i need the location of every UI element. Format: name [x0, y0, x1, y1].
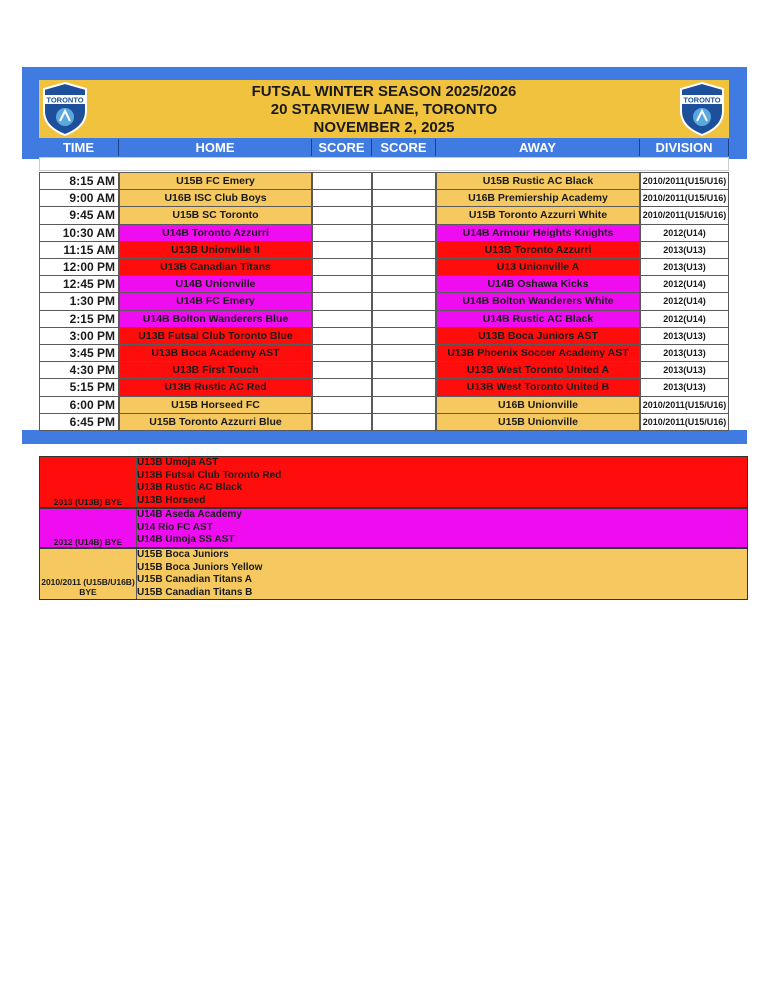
bye-label: 2010/2011 (U15B/U16B) BYE [41, 577, 135, 597]
division-cell: 2013(U13) [640, 241, 729, 259]
away-team-cell: U14B Bolton Wanderers White [436, 292, 640, 310]
home-team-cell: U13B Rustic AC Red [119, 378, 312, 396]
time-cell: 11:15 AM [39, 241, 119, 259]
time-cell: 3:00 PM [39, 327, 119, 345]
schedule-sheet [22, 67, 747, 600]
time-cell: 12:45 PM [39, 275, 119, 293]
away-team-cell: U15B Rustic AC Black [436, 172, 640, 190]
time-cell: 4:30 PM [39, 361, 119, 379]
bye-team: U15B Boca Juniors [137, 549, 229, 560]
division-cell: 2012(U14) [640, 310, 729, 328]
away-team-cell: U16B Premiership Academy [436, 189, 640, 207]
home-score-cell [312, 361, 372, 379]
spacer-row [39, 157, 729, 171]
time-cell: 3:45 PM [39, 344, 119, 362]
home-score-cell [312, 172, 372, 190]
home-score-cell [312, 344, 372, 362]
away-team-cell: U14B Oshawa Kicks [436, 275, 640, 293]
time-cell: 6:45 PM [39, 413, 119, 431]
home-score-cell [312, 189, 372, 207]
bye-group [39, 548, 748, 600]
home-team-cell: U13B Unionville II [119, 241, 312, 259]
title-banner [39, 80, 729, 138]
division-cell: 2013(U13) [640, 258, 729, 276]
away-score-cell [372, 292, 436, 310]
bye-team: U13B Futsal Club Toronto Red [137, 469, 282, 481]
away-score-cell [372, 258, 436, 276]
home-score-cell [312, 327, 372, 345]
event-title: FUTSAL WINTER SEASON 2025/2026 [251, 83, 517, 100]
column-header-time: TIME [39, 139, 119, 156]
away-team-cell: U16B Unionville [436, 396, 640, 414]
away-score-cell [372, 327, 436, 345]
division-cell: 2010/2011(U15/U16) [640, 172, 729, 190]
away-team-cell: U14B Rustic AC Black [436, 310, 640, 328]
toronto-logo-left [42, 81, 88, 137]
division-cell: 2010/2011(U15/U16) [640, 396, 729, 414]
division-cell: 2012(U14) [640, 224, 729, 242]
toronto-logo-right [679, 81, 725, 137]
away-team-cell: U15B Toronto Azzurri White [436, 206, 640, 224]
event-date: NOVEMBER 2, 2025 [313, 119, 455, 136]
time-cell: 10:30 AM [39, 224, 119, 242]
bye-team: U13B Umoja AST [137, 457, 219, 468]
home-score-cell [312, 310, 372, 328]
bye-team: U14B Aseda Academy [137, 509, 242, 520]
bye-team: U13B Horseed [137, 494, 206, 506]
home-team-cell: U13B Futsal Club Toronto Blue [119, 327, 312, 345]
footer-band [22, 430, 747, 444]
division-cell: 2013(U13) [640, 344, 729, 362]
away-team-cell: U15B Unionville [436, 413, 640, 431]
bye-team: U15B Canadian Titans B [137, 586, 253, 598]
home-score-cell [312, 224, 372, 242]
home-score-cell [312, 275, 372, 293]
time-cell: 5:15 PM [39, 378, 119, 396]
bye-team-list [137, 457, 281, 507]
away-score-cell [372, 396, 436, 414]
bye-group [39, 456, 748, 508]
away-score-cell [372, 344, 436, 362]
bye-team: U14B Umoja SS AST [137, 534, 235, 545]
away-team-cell: U13B Toronto Azzurri [436, 241, 640, 259]
division-cell: 2010/2011(U15/U16) [640, 189, 729, 207]
time-cell: 6:00 PM [39, 396, 119, 414]
bye-team-list [137, 509, 242, 547]
column-header-score-away: SCORE [372, 139, 436, 156]
division-cell: 2010/2011(U15/U16) [640, 413, 729, 431]
division-cell: 2013(U13) [640, 361, 729, 379]
bye-team-list [137, 549, 262, 599]
home-score-cell [312, 413, 372, 431]
away-score-cell [372, 206, 436, 224]
home-score-cell [312, 241, 372, 259]
bye-label: 2013 (U13B) BYE [53, 497, 123, 507]
home-score-cell [312, 292, 372, 310]
division-cell: 2010/2011(U15/U16) [640, 206, 729, 224]
home-team-cell: U14B Toronto Azzurri [119, 224, 312, 242]
away-score-cell [372, 189, 436, 207]
away-score-cell [372, 361, 436, 379]
away-score-cell [372, 275, 436, 293]
home-team-cell: U13B Boca Academy AST [119, 344, 312, 362]
bye-group [39, 508, 748, 548]
bye-label: 2012 (U14B) BYE [53, 537, 123, 547]
away-team-cell: U13B West Toronto United B [436, 378, 640, 396]
away-team-cell: U13B Phoenix Soccer Academy AST [436, 344, 640, 362]
division-cell: 2013(U13) [640, 327, 729, 345]
division-cell: 2012(U14) [640, 292, 729, 310]
logo-text-right: TORONTO [683, 95, 721, 105]
home-team-cell: U15B Toronto Azzurri Blue [119, 413, 312, 431]
bye-team: U13B Rustic AC Black [137, 482, 243, 493]
home-team-cell: U14B Bolton Wanderers Blue [119, 310, 312, 328]
home-team-cell: U13B Canadian Titans [119, 258, 312, 276]
home-team-cell: U13B First Touch [119, 361, 312, 379]
column-header-division: DIVISION [640, 139, 729, 156]
away-team-cell: U13B West Toronto United A [436, 361, 640, 379]
away-score-cell [372, 378, 436, 396]
home-team-cell: U16B ISC Club Boys [119, 189, 312, 207]
time-cell: 1:30 PM [39, 292, 119, 310]
time-cell: 9:00 AM [39, 189, 119, 207]
column-header-score-home: SCORE [312, 139, 372, 156]
home-score-cell [312, 396, 372, 414]
away-team-cell: U14B Armour Heights Knights [436, 224, 640, 242]
time-cell: 2:15 PM [39, 310, 119, 328]
away-score-cell [372, 172, 436, 190]
away-score-cell [372, 413, 436, 431]
column-header-away: AWAY [436, 139, 640, 156]
bye-team: U14 Rio FC AST [137, 521, 213, 533]
home-team-cell: U15B Horseed FC [119, 396, 312, 414]
away-team-cell: U13B Boca Juniors AST [436, 327, 640, 345]
home-team-cell: U15B FC Emery [119, 172, 312, 190]
event-venue: 20 STARVIEW LANE, TORONTO [270, 101, 498, 118]
bye-team: U15B Canadian Titans A [137, 574, 253, 585]
home-team-cell: U15B SC Toronto [119, 206, 312, 224]
bye-team: U15B Boca Juniors Yellow [137, 561, 263, 573]
time-cell: 12:00 PM [39, 258, 119, 276]
division-cell: 2012(U14) [640, 275, 729, 293]
home-team-cell: U14B FC Emery [119, 292, 312, 310]
time-cell: 9:45 AM [39, 206, 119, 224]
time-cell: 8:15 AM [39, 172, 119, 190]
logo-text-left: TORONTO [46, 95, 84, 105]
away-score-cell [372, 241, 436, 259]
home-score-cell [312, 258, 372, 276]
home-score-cell [312, 206, 372, 224]
away-team-cell: U13 Unionville A [436, 258, 640, 276]
away-score-cell [372, 224, 436, 242]
home-score-cell [312, 378, 372, 396]
home-team-cell: U14B Unionville [119, 275, 312, 293]
away-score-cell [372, 310, 436, 328]
column-header-home: HOME [119, 139, 312, 156]
division-cell: 2013(U13) [640, 378, 729, 396]
